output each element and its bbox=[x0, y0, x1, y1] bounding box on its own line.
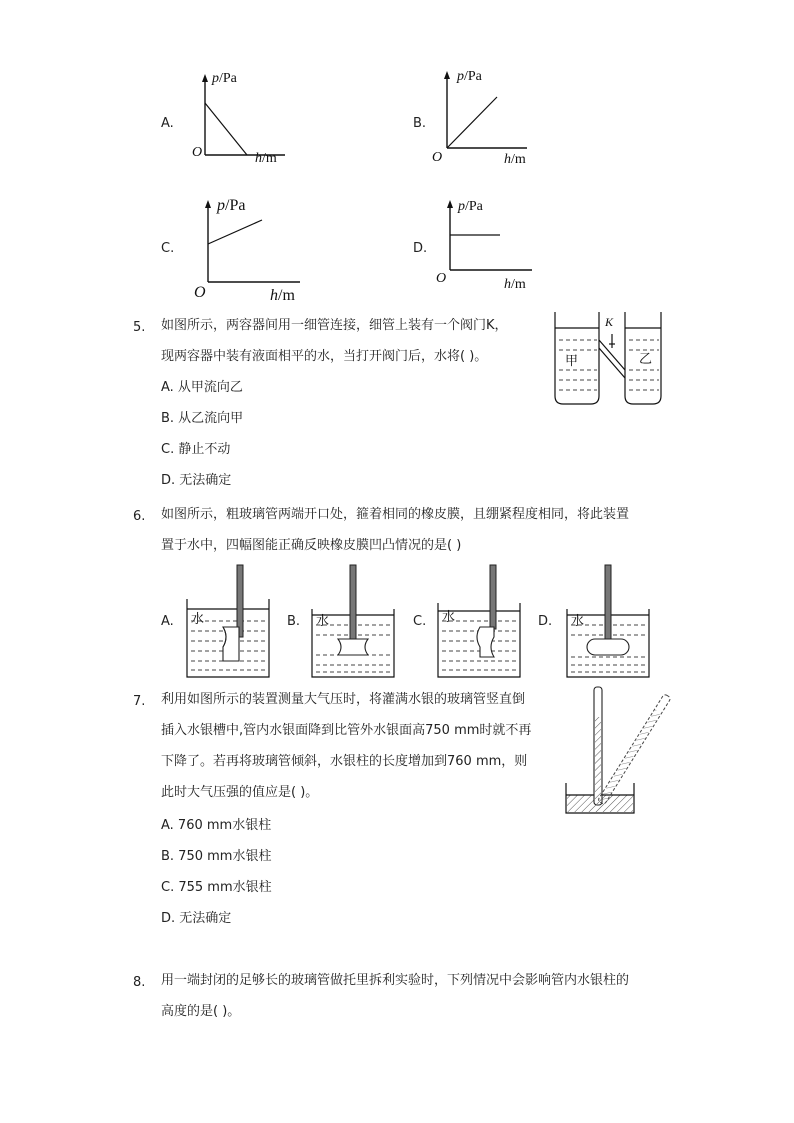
q6-c-water-label: 水 bbox=[442, 610, 456, 625]
q7-option-a[interactable]: A. 760 mm水银柱 bbox=[161, 818, 272, 833]
q5-option-a[interactable]: A. 从甲流向乙 bbox=[161, 380, 243, 395]
q5-option-c[interactable]: C. 静止不动 bbox=[161, 442, 231, 457]
graph-option-a-label: A. bbox=[161, 116, 174, 131]
q5-valve-label: K bbox=[605, 315, 614, 329]
q7-option-d[interactable]: D. 无法确定 bbox=[161, 911, 232, 926]
graph-option-c-label: C. bbox=[161, 241, 175, 256]
graph-d-xlabel: h/m bbox=[504, 277, 526, 292]
q5-right-label: 乙 bbox=[639, 352, 653, 367]
graph-c-ylabel: p/Pa bbox=[217, 197, 246, 214]
graph-d-origin: O bbox=[436, 271, 447, 286]
graph-option-b-label: B. bbox=[413, 116, 427, 131]
graph-c bbox=[192, 192, 312, 302]
graph-b-line bbox=[447, 97, 497, 148]
q6-b-water-label: 水 bbox=[316, 614, 330, 629]
graph-d-ylabel: p/Pa bbox=[458, 199, 483, 214]
q6-number: 6. bbox=[133, 509, 146, 524]
q5-option-b[interactable]: B. 从乙流向甲 bbox=[161, 411, 244, 426]
q6-line2: 置于水中，四幅图能正确反映橡皮膜凹凸情况的是( ) bbox=[161, 538, 462, 553]
q7-line2: 插入水银槽中,管内水银面降到比管外水银面高750 mm时就不再 bbox=[161, 723, 532, 738]
q7-number: 7. bbox=[133, 694, 146, 709]
q5-line2: 现两容器中装有液面相平的水，当打开阀门后，水将( )。 bbox=[161, 349, 488, 364]
q6-d-water-label: 水 bbox=[571, 614, 585, 629]
q6-line1: 如图所示，粗玻璃管两端开口处，箍着相同的橡皮膜，且绷紧程度相同，将此装置 bbox=[161, 507, 630, 522]
q8-line1: 用一端封闭的足够长的玻璃管做托里拆利实验时，下列情况中会影响管内水银柱的 bbox=[161, 973, 630, 988]
graph-a-origin: O bbox=[192, 145, 203, 160]
graph-c-origin: O bbox=[194, 284, 206, 301]
q8-line2: 高度的是( )。 bbox=[161, 1004, 241, 1019]
q5-left-label: 甲 bbox=[565, 354, 579, 369]
q6-figure-a bbox=[183, 563, 273, 681]
graph-d bbox=[436, 196, 546, 291]
graph-a-xlabel: h/m bbox=[255, 151, 277, 166]
q7-line3: 下降了。若再将玻璃管倾斜，水银柱的长度增加到760 mm，则 bbox=[161, 754, 528, 769]
q5-line1: 如图所示，两容器间用一细管连接，细管上装有一个阀门K， bbox=[161, 318, 508, 333]
graph-b bbox=[432, 65, 542, 170]
graph-b-ylabel: p/Pa bbox=[457, 69, 482, 84]
q8-number: 8. bbox=[133, 975, 146, 990]
graph-b-origin: O bbox=[432, 150, 443, 165]
q5-option-d[interactable]: D. 无法确定 bbox=[161, 473, 232, 488]
q6-figure-b bbox=[308, 563, 398, 681]
graph-b-xlabel: h/m bbox=[504, 152, 526, 167]
graph-option-d-label: D. bbox=[413, 241, 428, 256]
graph-c-xlabel: h/m bbox=[270, 287, 295, 304]
q6-figure-d bbox=[563, 563, 653, 681]
graph-a-line bbox=[205, 103, 247, 155]
q6-option-a[interactable]: A. bbox=[161, 614, 174, 629]
graph-c-line bbox=[208, 220, 262, 244]
q7-line1: 利用如图所示的装置测量大气压时，将灌满水银的玻璃管竖直倒 bbox=[161, 692, 526, 707]
q6-a-water-label: 水 bbox=[191, 612, 205, 627]
q6-option-d[interactable]: D. bbox=[538, 614, 553, 629]
q5-number: 5. bbox=[133, 320, 146, 335]
graph-a bbox=[190, 70, 300, 165]
graph-a-ylabel: p/Pa bbox=[212, 71, 237, 86]
q7-option-b[interactable]: B. 750 mm水银柱 bbox=[161, 849, 272, 864]
q7-line4: 此时大气压强的值应是( )。 bbox=[161, 785, 319, 800]
q6-option-c[interactable]: C. bbox=[413, 614, 427, 629]
q7-option-c[interactable]: C. 755 mm水银柱 bbox=[161, 880, 272, 895]
q5-figure-connected-containers bbox=[553, 308, 663, 408]
q7-figure-torricelli bbox=[562, 683, 670, 817]
q6-option-b[interactable]: B. bbox=[287, 614, 301, 629]
q6-figure-c bbox=[434, 563, 524, 681]
